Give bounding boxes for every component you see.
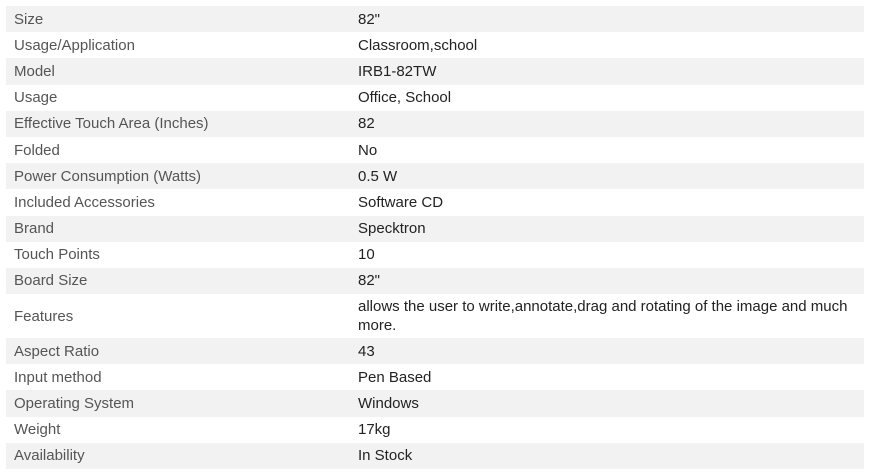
spec-row-power-consumption bbox=[6, 163, 864, 189]
spec-row-included-accessories bbox=[6, 189, 864, 215]
spec-row-model bbox=[6, 58, 864, 84]
spec-value: 10 bbox=[350, 242, 864, 268]
spec-label: Power Consumption (Watts) bbox=[6, 163, 350, 189]
spec-label: Folded bbox=[6, 137, 350, 163]
spec-label: Size bbox=[6, 6, 350, 32]
spec-value: Pen Based bbox=[350, 364, 864, 390]
spec-label: Included Accessories bbox=[6, 189, 350, 215]
spec-row-weight bbox=[6, 417, 864, 443]
spec-label: Features bbox=[6, 294, 350, 338]
spec-value: 43 bbox=[350, 338, 864, 364]
spec-row-usage-application bbox=[6, 32, 864, 58]
spec-label: Operating System bbox=[6, 390, 350, 416]
spec-row-size bbox=[6, 6, 864, 32]
spec-value: Specktron bbox=[350, 216, 864, 242]
spec-value: In Stock bbox=[350, 443, 864, 469]
spec-row-features bbox=[6, 294, 864, 338]
spec-label: Input method bbox=[6, 364, 350, 390]
spec-row-operating-system bbox=[6, 390, 864, 416]
spec-row-aspect-ratio bbox=[6, 338, 864, 364]
spec-row-board-size bbox=[6, 268, 864, 294]
spec-value: Office, School bbox=[350, 85, 864, 111]
spec-value: 17kg bbox=[350, 417, 864, 443]
spec-label: Effective Touch Area (Inches) bbox=[6, 111, 350, 137]
spec-label: Aspect Ratio bbox=[6, 338, 350, 364]
spec-row-usage bbox=[6, 85, 864, 111]
spec-table-body bbox=[6, 6, 864, 469]
spec-value: allows the user to write,annotate,drag and rotating of the image and much more. bbox=[350, 294, 864, 338]
spec-row-effective-touch-area bbox=[6, 111, 864, 137]
spec-value: 82 bbox=[350, 111, 864, 137]
spec-row-folded bbox=[6, 137, 864, 163]
spec-value: IRB1-82TW bbox=[350, 58, 864, 84]
spec-label: Usage bbox=[6, 85, 350, 111]
spec-row-touch-points bbox=[6, 242, 864, 268]
spec-row-brand bbox=[6, 216, 864, 242]
spec-label: Brand bbox=[6, 216, 350, 242]
spec-value: Software CD bbox=[350, 189, 864, 215]
spec-value: 82" bbox=[350, 6, 864, 32]
spec-label: Weight bbox=[6, 417, 350, 443]
spec-label: Availability bbox=[6, 443, 350, 469]
product-spec-table bbox=[6, 6, 864, 469]
spec-row-input-method bbox=[6, 364, 864, 390]
spec-label: Board Size bbox=[6, 268, 350, 294]
spec-value: 0.5 W bbox=[350, 163, 864, 189]
spec-value: Windows bbox=[350, 390, 864, 416]
spec-label: Touch Points bbox=[6, 242, 350, 268]
spec-value: No bbox=[350, 137, 864, 163]
spec-row-availability bbox=[6, 443, 864, 469]
spec-value: 82" bbox=[350, 268, 864, 294]
spec-label: Model bbox=[6, 58, 350, 84]
spec-value: Classroom,school bbox=[350, 32, 864, 58]
spec-label: Usage/Application bbox=[6, 32, 350, 58]
